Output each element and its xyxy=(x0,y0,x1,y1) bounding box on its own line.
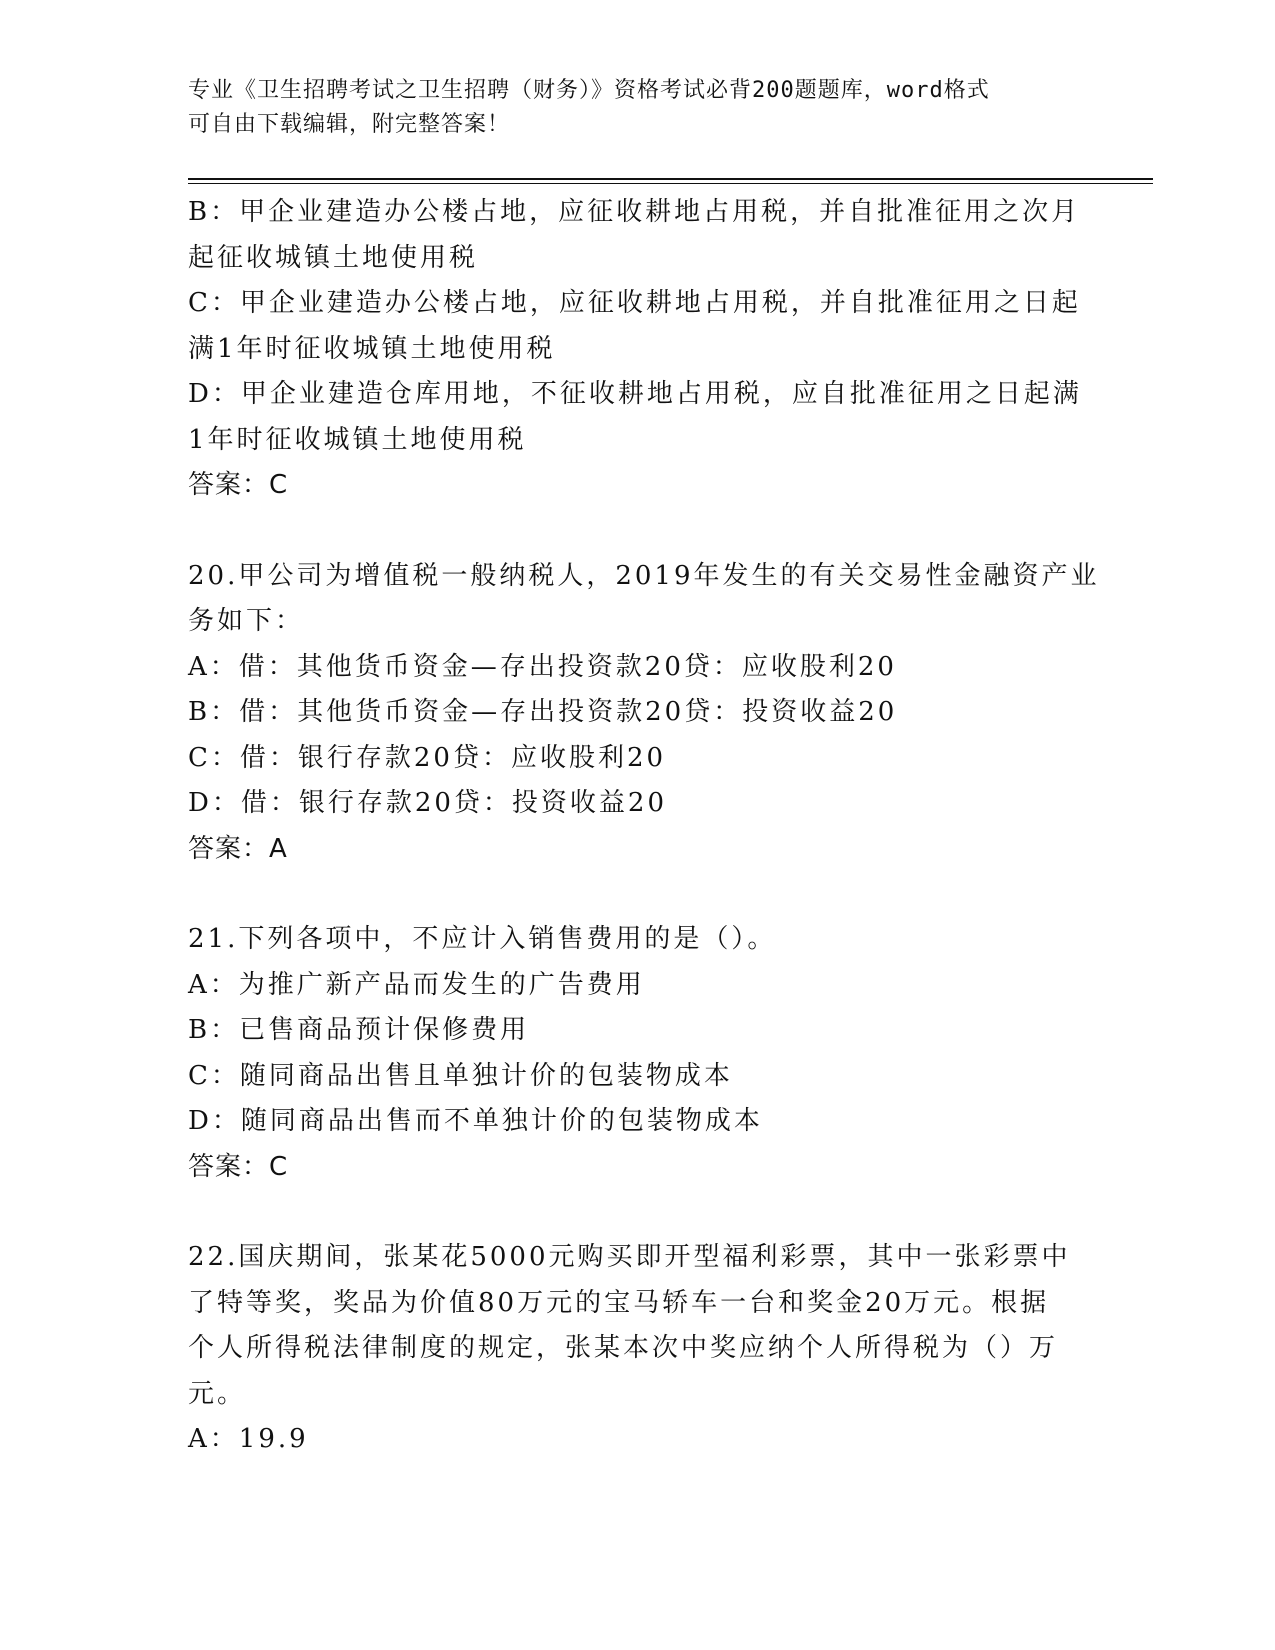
q19-option-d-line1: D：甲企业建造仓库用地，不征收耕地占用税，应自批准征用之日起满 xyxy=(188,379,1082,409)
q21-stem: 21.下列各项中，不应计入销售费用的是（）。 xyxy=(188,924,777,954)
header-divider xyxy=(188,178,1153,180)
q21-option-b: B：已售商品预计保修费用 xyxy=(188,1015,530,1045)
q22-stem-line1: 22.国庆期间，张某花5000元购买即开型福利彩票，其中一张彩票中 xyxy=(188,1242,1071,1272)
spacer xyxy=(188,872,1088,917)
q20-stem-line1: 20.甲公司为增值税一般纳税人，2019年发生的有关交易性金融资产业 xyxy=(188,560,1100,591)
q20-option-d: D：借：银行存款20贷：投资收益20 xyxy=(188,788,668,818)
q19-option-b-line1: B：甲企业建造办公楼占地，应征收耕地占用税，并自批准征用之次月 xyxy=(188,197,1081,227)
q22-stem-line4: 元。 xyxy=(188,1378,247,1409)
question-21 xyxy=(188,917,1088,1190)
q21-answer: 答案：C xyxy=(188,1151,289,1182)
q22-stem-line2: 了特等奖，奖品为价值80万元的宝马轿车一台和奖金20万元。根据 xyxy=(188,1287,1050,1318)
q22-option-a: A：19.9 xyxy=(188,1424,309,1454)
q21-option-c: C：随同商品出售且单独计价的包装物成本 xyxy=(188,1060,733,1091)
q21-option-d: D：随同商品出售而不单独计价的包装物成本 xyxy=(188,1106,763,1136)
header-line-2: 可自由下载编辑，附完整答案！ xyxy=(188,112,511,137)
q19-option-d-line2: 1年时征收城镇土地使用税 xyxy=(188,424,527,455)
question-20 xyxy=(188,554,1100,873)
q20-option-a: A：借：其他货币资金—存出投资款20贷：应收股利20 xyxy=(188,651,897,682)
q19-option-b-line2: 起征收城镇土地使用税 xyxy=(188,242,479,273)
question-22 xyxy=(188,1235,1088,1463)
q19-answer: 答案：C xyxy=(188,470,289,500)
spacer xyxy=(188,1190,1088,1235)
q20-answer: 答案：A xyxy=(188,833,288,864)
question-19 xyxy=(188,190,1088,509)
q22-stem-line3: 个人所得税法律制度的规定，张某本次中奖应纳个人所得税为（）万 xyxy=(188,1333,1059,1363)
header-divider-thin xyxy=(188,183,1153,184)
q20-option-c: C：借：银行存款20贷：应收股利20 xyxy=(188,742,667,773)
q20-stem-line2: 务如下： xyxy=(188,606,305,636)
q20-option-b: B：借：其他货币资金—存出投资款20贷：投资收益20 xyxy=(188,697,898,727)
spacer xyxy=(188,509,1088,554)
question-list xyxy=(188,190,1100,1463)
q19-option-c-line2: 满1年时征收城镇土地使用税 xyxy=(188,333,556,364)
document-header xyxy=(188,74,1078,142)
q21-option-a: A：为推广新产品而发生的广告费用 xyxy=(188,969,645,1000)
q19-option-c-line1: C：甲企业建造办公楼占地，应征收耕地占用税，并自批准征用之日起 xyxy=(188,288,1081,318)
header-line-1: 专业《卫生招聘考试之卫生招聘（财务）》资格考试必背200题题库，word格式 xyxy=(188,78,990,103)
